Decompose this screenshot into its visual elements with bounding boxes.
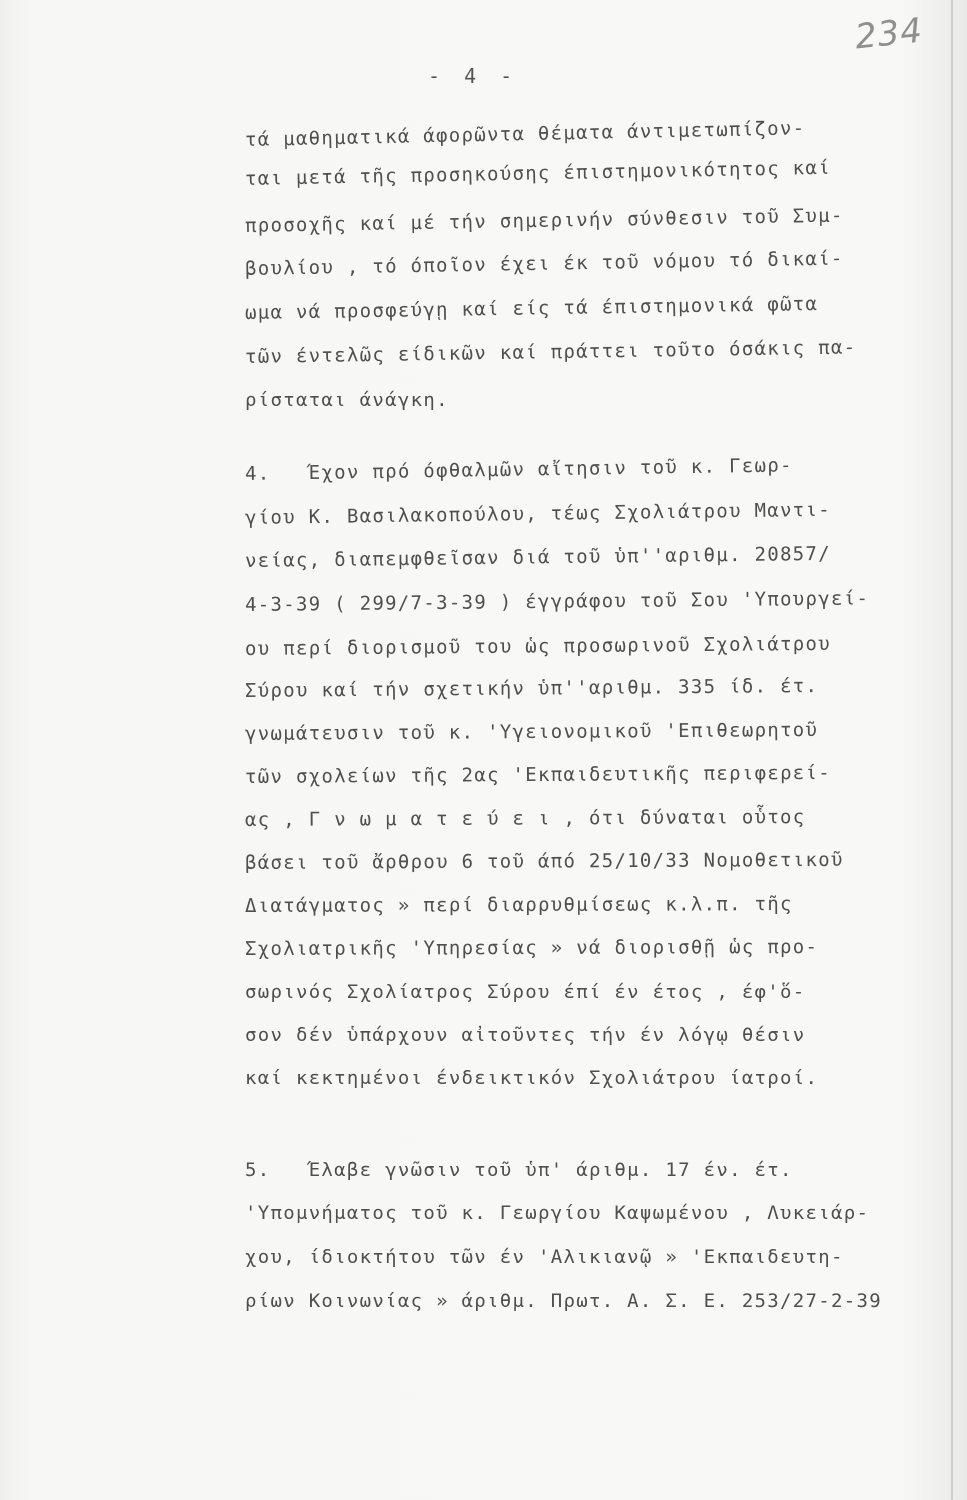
text-line: προσοχῆς καί μέ τήν σημερινήν σύνθεσιν τοῦ Συμ- [244, 204, 844, 237]
text-line: νείας, διαπεμφθεῖσαν διά τοῦ ὑπ''αριθμ. 20857/ [244, 542, 832, 572]
text-line: Σύρου καί τήν σχετικήν ὑπ''αριθμ. 335 ίδ. έτ. [244, 674, 819, 702]
text-line: σωρινός Σχολίατρος Σύρου έπί έν έτος , έφ'ὅ- [245, 981, 806, 1003]
text-line: βουλίου , τό όποῖον έχει έκ τοῦ νόμου τό δικαί- [244, 247, 844, 280]
text-line: 4. Έχον πρό όφθαλμῶν αἴτησιν τοῦ κ. Γεωρ- [244, 454, 793, 485]
text-line: ρίσταται άνάγκη. [245, 389, 449, 411]
text-line: ου περί διορισμοῦ του ὡς προσωρινοῦ Σχολιάτρου [244, 632, 832, 660]
text-line: ωμα νά προσφεύγῃ καί είς τά έπιστημονικά φῶτα [244, 292, 819, 324]
text-line: ας , Γ ν ω μ α τ ε ύ ε ι , ότι δύναται οὗτος [244, 806, 806, 831]
text-line: τῶν έντελῶς είδικῶν καί πράττει τοῦτο όσάκις πα- [244, 336, 857, 368]
text-line: χου, ίδιοκτήτου τῶν έν 'Αλικιανῷ » 'Εκπαιδευτη- [245, 1246, 844, 1268]
page-number: - 4 - [428, 64, 519, 88]
text-line: Διατάγματος » περί διαρρυθμίσεως κ.λ.π. τῆς [244, 893, 793, 917]
text-line: 5. Έλαβε γνῶσιν τοῦ ὑπ' άριθμ. 17 έν. έτ. [245, 1159, 793, 1181]
text-line: τά μαθηματικά άφορῶντα θέματα άντιμετωπίζον- [244, 117, 806, 151]
text-line: τῶν σχολείων τῆς 2ας 'Εκπαιδευτικῆς περιφερεί- [244, 761, 832, 788]
text-line: βάσει τοῦ ἄρθρου 6 τοῦ άπό 25/10/33 Νομοθετικοῦ [244, 848, 844, 874]
text-line: Σχολιατρικῆς 'Υπηρεσίας » νά διορισθῇ ὡς προ- [244, 935, 819, 960]
handwritten-page-mark: 234 [853, 10, 925, 58]
text-line: ται μετά τῆς προσηκούσης έπιστημονικότητος καί [244, 156, 832, 190]
text-line: 'Υπομνήματος τοῦ κ. Γεωργίου Καψωμένου , Λυκειάρ- [245, 1202, 870, 1224]
text-line: 4-3-39 ( 299/7-3-39 ) έγγράφου τοῦ Σου 'Υπουργεί- [244, 587, 870, 616]
text-line: ρίων Κοινωνίας » άριθμ. Πρωτ. Α. Σ. Ε. 253/27-2-39 [245, 1290, 882, 1312]
page-edge [951, 0, 953, 1500]
text-line: καί κεκτημένοι ένδεικτικόν Σχολιάτρου ίατροί. [245, 1067, 819, 1089]
text-line: γίου Κ. Βασιλακοπούλου, τέως Σχολιάτρου Μαντι- [244, 498, 832, 529]
text-line: σον δέν ὑπάρχουν αἰτοῦντες τήν έν λόγῳ θέσιν [245, 1024, 806, 1046]
text-line: γνωμάτευσιν τοῦ κ. 'Υγειονομικοῦ 'Επιθεωρητοῦ [244, 718, 819, 745]
